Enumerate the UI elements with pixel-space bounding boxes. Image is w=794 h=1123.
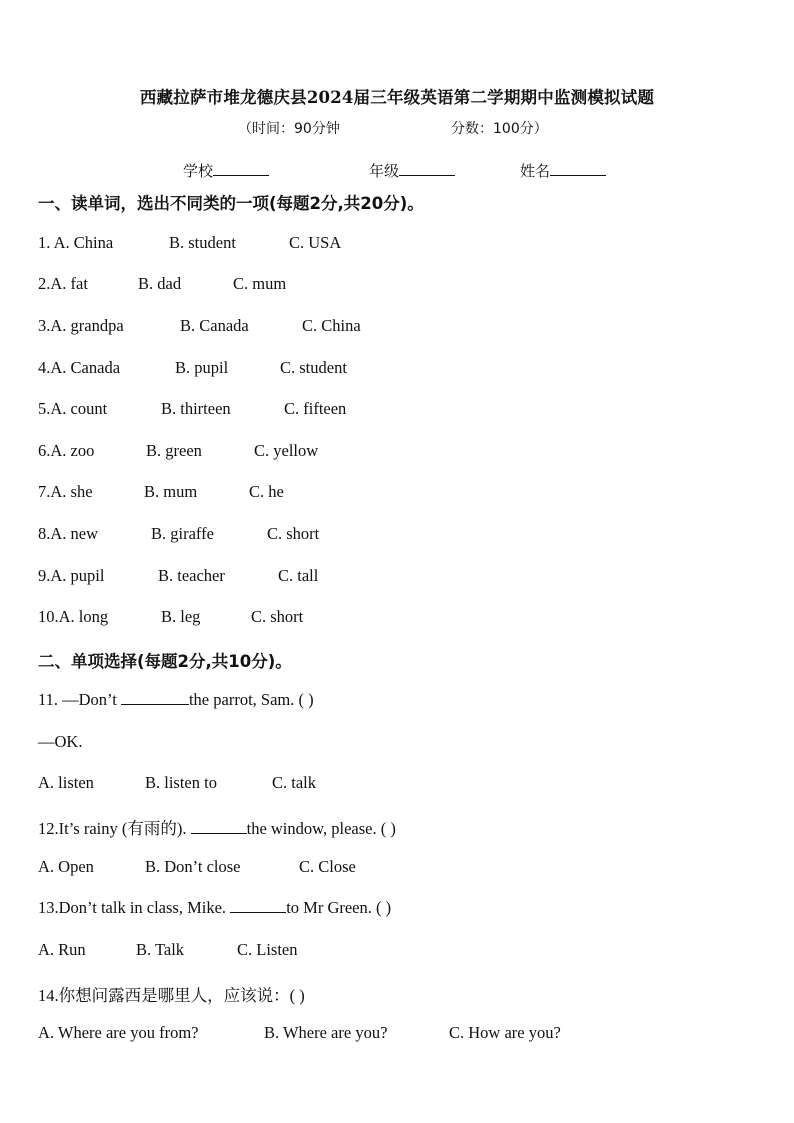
option-a: A. fat [50, 274, 88, 293]
option-b: B. teacher [158, 566, 225, 585]
question-3 [38, 316, 361, 336]
option-b: B. mum [144, 482, 198, 501]
question-stem: 12.It’s rainy (有雨的). [38, 819, 191, 838]
school-blank [213, 161, 269, 176]
question-13-options [38, 940, 298, 960]
grade-blank [399, 161, 455, 176]
option-a: A. Canada [50, 358, 121, 377]
question-12 [38, 815, 396, 839]
option-b: B. Don’t close [145, 857, 241, 876]
option-b: B. dad [138, 274, 182, 293]
option-a: A. grandpa [50, 316, 124, 335]
question-2 [38, 274, 287, 294]
option-c: C. Close [299, 857, 356, 876]
option-c: C. short [267, 524, 320, 543]
option-a: A. zoo [50, 441, 95, 460]
exam-subtitle [238, 118, 548, 138]
option-a: A. long [58, 607, 109, 626]
question-number: 5. [38, 399, 51, 418]
time-limit: （时间：90分钟 [238, 121, 340, 137]
answer-blank [121, 690, 189, 705]
option-c: C. How are you? [449, 1023, 561, 1042]
school-field [183, 160, 269, 181]
question-10 [38, 607, 304, 627]
option-c: C. short [251, 607, 304, 626]
option-c: C. mum [233, 274, 287, 293]
question-stem-tail: the parrot, Sam. ( ) [188, 690, 314, 709]
question-13 [38, 898, 391, 918]
option-c: C. talk [272, 773, 316, 792]
option-c: C. China [302, 316, 361, 335]
question-number: 10. [38, 607, 59, 626]
grade-field [369, 160, 455, 181]
name-label: 姓名 [520, 162, 551, 180]
question-7 [38, 482, 284, 502]
question-number: 3. [38, 316, 51, 335]
option-c: C. yellow [254, 441, 319, 460]
option-b: B. listen to [145, 773, 217, 792]
option-b: B. green [146, 441, 202, 460]
question-11-options [38, 773, 316, 793]
question-14: 14.你想问露西是哪里人，应该说：( ) [38, 986, 305, 1005]
question-6 [38, 441, 319, 461]
option-b: B. Where are you? [264, 1023, 388, 1042]
option-c: C. fifteen [284, 399, 347, 418]
option-c: C. USA [289, 233, 342, 252]
question-number: 7. [38, 482, 51, 501]
option-b: B. leg [161, 607, 201, 626]
school-label: 学校 [183, 162, 214, 180]
question-4 [38, 358, 347, 378]
option-a: A. China [53, 233, 114, 252]
exam-title: 西藏拉萨市堆龙德庆县2024届三年级英语第二学期期中监测模拟试题 [139, 88, 655, 107]
option-c: C. student [280, 358, 347, 377]
question-number: 9. [38, 566, 51, 585]
name-field [520, 160, 606, 181]
question-11 [38, 690, 314, 710]
question-stem-tail: the window, please. ( ) [246, 819, 396, 838]
answer-blank [230, 898, 286, 913]
grade-label: 年级 [369, 162, 400, 180]
question-12-options [38, 857, 356, 877]
question-stem-tail: to Mr Green. ( ) [286, 898, 392, 917]
answer-blank [191, 819, 247, 834]
question-14-options [38, 1023, 561, 1043]
option-a: A. pupil [50, 566, 105, 585]
question-number: 4. [38, 358, 51, 377]
total-score: 分数：100分） [451, 121, 548, 137]
question-number: 6. [38, 441, 51, 460]
section1-heading: 一、读单词，选出不同类的一项(每题2分,共20分)。 [38, 194, 424, 213]
question-stem: 11. —Don’t [38, 690, 121, 709]
question-5 [38, 399, 347, 419]
option-a: A. Open [38, 857, 94, 876]
question-stem: 13.Don’t talk in class, Mike. [38, 898, 231, 917]
option-b: B. pupil [175, 358, 229, 377]
name-blank [550, 161, 606, 176]
question-8 [38, 524, 320, 544]
question-9 [38, 566, 319, 586]
section2-heading: 二、单项选择(每题2分,共10分)。 [38, 652, 292, 671]
option-c: C. tall [278, 566, 319, 585]
option-b: B. giraffe [151, 524, 214, 543]
option-b: B. thirteen [161, 399, 231, 418]
question-1 [38, 233, 342, 253]
option-a: A. Run [38, 940, 86, 959]
option-a: A. new [50, 524, 99, 543]
option-b: B. Canada [180, 316, 249, 335]
option-c: C. he [249, 482, 284, 501]
option-b: B. Talk [136, 940, 185, 959]
option-a: A. she [50, 482, 93, 501]
question-11-reply: —OK. [38, 732, 83, 751]
question-number: 2. [38, 274, 51, 293]
option-a: A. count [50, 399, 108, 418]
option-a: A. listen [38, 773, 94, 792]
option-a: A. Where are you from? [38, 1023, 199, 1042]
question-number: 8. [38, 524, 51, 543]
option-c: C. Listen [237, 940, 298, 959]
option-b: B. student [169, 233, 236, 252]
question-number: 1. [38, 233, 54, 252]
